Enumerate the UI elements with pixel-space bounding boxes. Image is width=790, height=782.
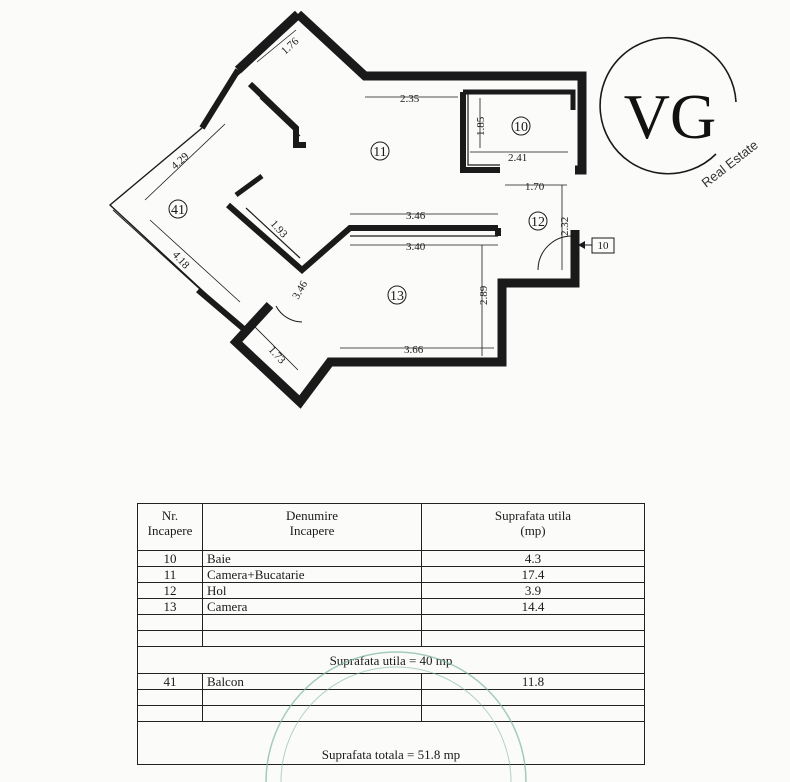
table-row [138, 567, 645, 583]
interior-wall [236, 176, 262, 195]
table-row-empty [138, 615, 645, 631]
interior-wall [246, 208, 300, 258]
room-labels [169, 117, 547, 304]
dimension-value: 1.70 [525, 181, 545, 193]
bathroom-wall [463, 92, 573, 110]
table-row-empty [138, 631, 645, 647]
door-swing [276, 306, 302, 322]
total-area-row [138, 722, 645, 765]
interior-wall [260, 98, 300, 136]
header-name: Denumire Incapere [203, 504, 422, 551]
door-swing [538, 236, 572, 270]
room-number: 12 [531, 215, 545, 230]
interior-wall [228, 205, 498, 270]
cell-name: Balcon [203, 674, 422, 690]
dimension-value: 3.46 [290, 278, 311, 302]
cell-nr: 10 [138, 551, 203, 567]
dimension-value: 4.29 [168, 150, 192, 173]
room-number: 11 [373, 145, 387, 160]
table-row-empty [138, 706, 645, 722]
logo-letters: VG [623, 81, 717, 152]
header-nr: Nr. Incapere [138, 504, 203, 551]
vg-real-estate-logo [598, 42, 761, 192]
table-header-row [138, 504, 645, 551]
cell-name: Camera [203, 599, 422, 615]
exterior-wall [202, 70, 238, 128]
dimension-value: 2.35 [400, 93, 420, 105]
dimension-value: 1.93 [267, 217, 290, 241]
cell-nr: 41 [138, 674, 203, 690]
dimension-value: 3.66 [404, 344, 424, 356]
table-row [138, 599, 645, 615]
useful-area-total: Suprafata utila = 40 mp [138, 647, 645, 674]
header-area: Suprafata utila (mp) [422, 504, 645, 551]
dimension-value: 3.46 [406, 210, 426, 222]
cell-area: 14.4 [422, 599, 645, 615]
dimension-value: 1.76 [278, 35, 302, 58]
dimension-value: 2.89 [478, 285, 490, 305]
balcony-wall [198, 290, 245, 330]
cell-area: 17.4 [422, 567, 645, 583]
cell-nr: 13 [138, 599, 203, 615]
table-row [138, 551, 645, 567]
table-row [138, 583, 645, 599]
room-number: 10 [514, 120, 528, 135]
entrance-marker [578, 238, 614, 253]
dimension-value: 4.18 [169, 248, 192, 272]
dimension-value: 3.40 [406, 241, 426, 253]
cell-nr: 11 [138, 567, 203, 583]
room-number: 13 [390, 289, 404, 304]
cell-area: 3.9 [422, 583, 645, 599]
total-area: Suprafata totala = 51.8 mp [138, 722, 645, 765]
cell-area: 4.3 [422, 551, 645, 567]
logo-text: Real Estate [698, 137, 761, 191]
cell-area: 11.8 [422, 674, 645, 690]
room-number: 41 [171, 203, 185, 218]
table-row-empty [138, 690, 645, 706]
entrance-label: 10 [597, 240, 609, 252]
dimension-value: 1.73 [265, 343, 288, 367]
dimension-value: 2.32 [559, 216, 571, 236]
dimension-value: 2.41 [508, 152, 528, 164]
area-table [137, 503, 645, 765]
cell-name: Camera+Bucatarie [203, 567, 422, 583]
cell-nr: 12 [138, 583, 203, 599]
table-row [138, 674, 645, 690]
cell-name: Baie [203, 551, 422, 567]
dimension-value: 1.85 [475, 116, 487, 136]
cell-name: Hol [203, 583, 422, 599]
useful-area-row [138, 647, 645, 674]
